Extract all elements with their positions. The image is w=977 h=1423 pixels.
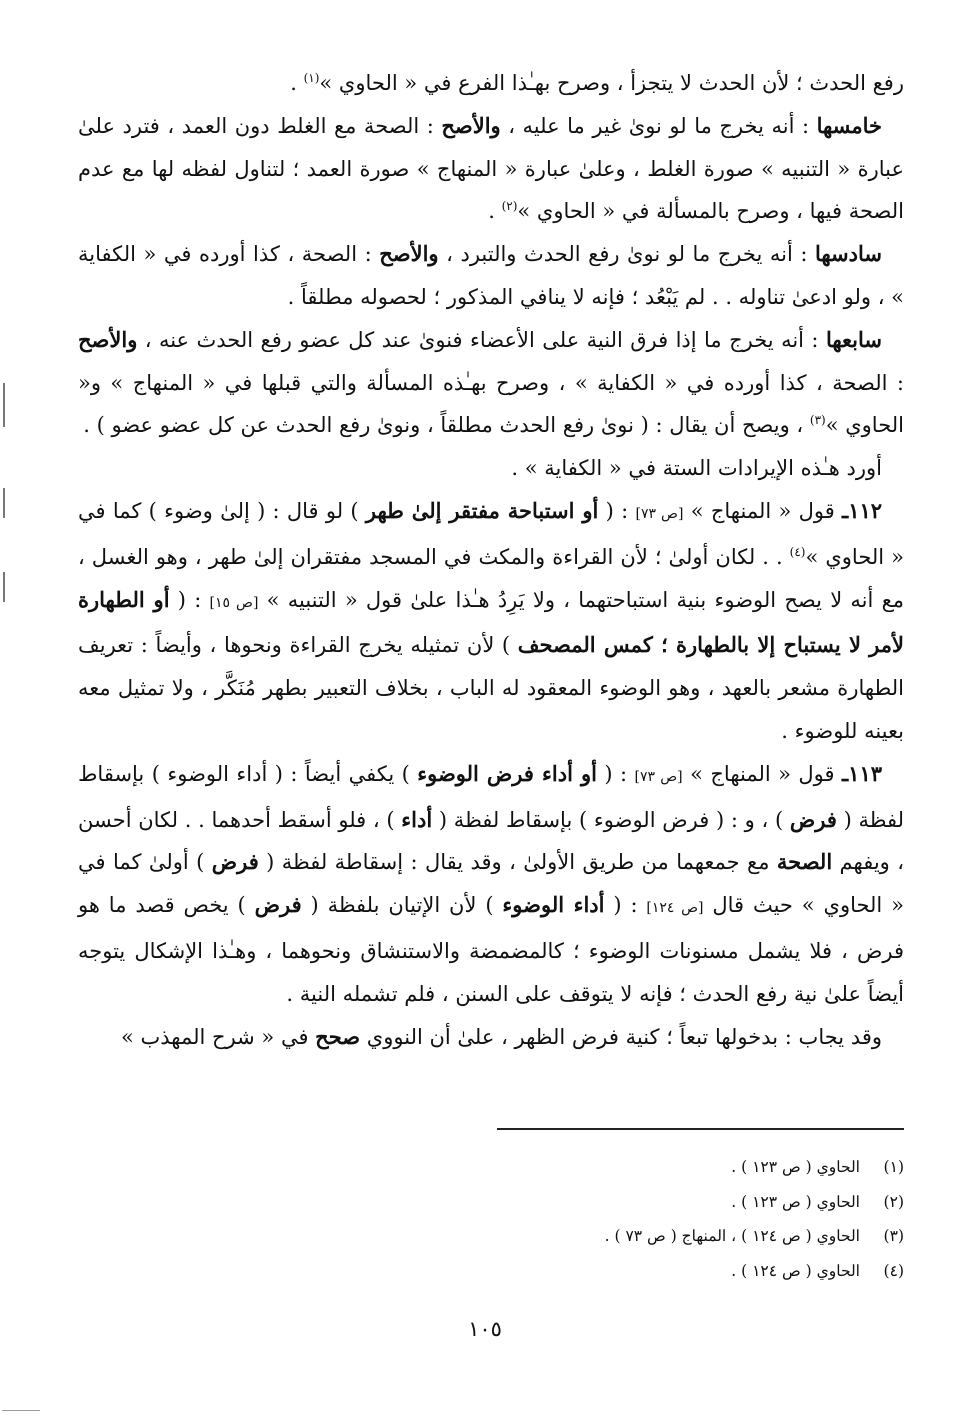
text-run: : ( xyxy=(169,587,210,612)
text-run: أورد هـٰذه الإيرادات الستة في « الكفاية » . xyxy=(511,456,882,481)
footnote-text: الحاوي ( ص ١٢٤ ) ، المنهاج ( ص ٧٣ ) . xyxy=(604,1227,860,1245)
text-run: ) لأن تمثيله يخرج القراءة ونحوها ، وأيضاً : تعريف الطهارة مشعر بالعهد ، وهو الوضوء المعقود له الباب ، بخلاف التعبير بطهر مُنَكَّر ، ولا تمثيل معه بعينه للوضوء . xyxy=(78,633,904,743)
footnote-reference: (٢) xyxy=(501,199,518,214)
text-run: ) ، فلو أسقط أحدهما . . لكان أحسن ، ويفهم xyxy=(78,807,904,875)
text-run: ) أولىٰ كما في « الحاوي » حيث قال xyxy=(78,850,904,918)
footnote-separator xyxy=(497,1128,904,1130)
main-text xyxy=(78,62,904,1058)
scan-bottom-mark xyxy=(2,1410,40,1411)
text-run: ) ، و : ( فرض الوضوء ) بإسقاط لفظة ( xyxy=(432,807,790,832)
page-number: ١٠٥ xyxy=(468,1317,502,1341)
footnotes xyxy=(300,1150,904,1288)
footnote-number: (٣) xyxy=(883,1227,904,1245)
text-run: : الصحة ، كذا أورده في « الكفاية » ، وصرح بهـٰذه المسألة والتي قبلها في « المنهاج » و« الحاوي » xyxy=(78,370,904,438)
text-run: . . لكان أولىٰ ؛ لأن القراءة والمكث في المسجد مفتقران إلىٰ طهر ، وهو الغسل ، مع أنه لا يصح الوضوء بنية استباحتهما ، ولا يَرِدُ هـٰذا علىٰ قول « التنبيه » xyxy=(78,544,905,612)
paragraph xyxy=(78,753,904,1016)
text-run: : أنه يخرج ما لو نوىٰ غير ما عليه ، xyxy=(500,113,817,138)
text-run: مع جمعهما من طريق الأولىٰ ، وقد يقال : إسقاطة لفظة ( xyxy=(258,850,777,875)
footnote-text: الحاوي ( ص ١٢٣ ) . xyxy=(731,1192,860,1211)
bold-term: والأصح xyxy=(441,112,501,138)
text-run: ) لأن الإتيان بلفظة ( xyxy=(301,893,503,918)
bold-term: سادسها xyxy=(814,241,882,267)
text-run: : الصحة ، كذا أورده في « الكفاية » ، ولو ادعىٰ تناوله . . لم يَبْعُد ؛ فإنه لا ينافي المذكور ؛ لحصوله مطلقاً . xyxy=(78,242,904,309)
text-run: . xyxy=(290,71,304,95)
text-run: ، ويصح أن يقال : ( نوىٰ رفع الحدث مطلقاً ، ونوىٰ رفع الحدث عن كل عضو عضو ) . xyxy=(83,413,810,438)
text-run: في « شرح المهذب » xyxy=(120,1024,316,1049)
text-run: : الصحة مع الغلط دون العمد ، فترد علىٰ عبارة « التنبيه » صورة الغلط ، وعلىٰ عبارة « المنهاج » صورة العمد ؛ لتناول لفظه لها مع عدم الصحة فيها ، وصرح بالمسألة في « الحاوي » xyxy=(78,113,904,224)
bold-term: ١١٣ـ xyxy=(842,760,883,786)
scan-edge-mark xyxy=(3,572,5,602)
text-run: وقد يجاب : بدخولها تبعاً ؛ كنية فرض الظهر ، علىٰ أن النووي xyxy=(360,1024,882,1049)
footnote-text: الحاوي ( ص ١٢٤ ) . xyxy=(731,1261,860,1280)
text-run: : أنه يخرج ما لو نوىٰ رفع الحدث والتبرد ، xyxy=(438,242,815,267)
bold-term: الصحة xyxy=(776,849,833,875)
bold-term: سابعها xyxy=(825,326,882,352)
paragraph xyxy=(78,319,904,447)
footnote-reference: (٣) xyxy=(809,413,826,428)
text-run: : ( xyxy=(604,893,647,918)
footnote xyxy=(300,1219,904,1254)
bold-term: صحح xyxy=(315,1023,361,1049)
text-run: قول « المنهاج » xyxy=(683,498,843,523)
bold-term: أو الطهارة لأمر لا يستباح إلا بالطهارة ؛ كمس المصحف xyxy=(78,586,904,658)
text-run: [ص ١٥] xyxy=(209,594,259,611)
bold-term: أداء الوضوء xyxy=(502,892,605,918)
text-run: [ص ٧٣] xyxy=(634,768,683,785)
footnote xyxy=(300,1150,904,1185)
footnote-number: (٢) xyxy=(883,1192,904,1211)
footnote-number: (١) xyxy=(883,1158,904,1176)
footnote-text: الحاوي ( ص ١٢٣ ) . xyxy=(731,1158,860,1176)
bold-term: ١١٢ـ xyxy=(842,497,883,523)
footnote xyxy=(300,1185,904,1220)
footnote-number: (٤) xyxy=(883,1261,904,1280)
text-run: [ص ٧٣] xyxy=(635,505,684,522)
bold-term: فرض xyxy=(211,849,259,875)
text-run: ) يخص قصد ما هو فرض ، فلا يشمل مسنونات الوضوء ؛ كالمضمضة والاستنشاق ونحوهما ، وهـٰذا الإشكال يتوجه أيضاً علىٰ نية رفع الحدث ؛ فإنه لا يتوقف على السنن ، فلم تشمله النية . xyxy=(78,893,904,1006)
bold-term: خامسها xyxy=(816,112,883,138)
bold-term: والأصح xyxy=(379,241,439,267)
text-run: : أنه يخرج ما إذا فرق النية على الأعضاء فنوىٰ عند كل عضو رفع الحدث عنه ، xyxy=(137,327,826,352)
text-run: . xyxy=(488,199,502,224)
scan-edge-mark xyxy=(3,488,5,518)
text-run: : ( xyxy=(596,761,635,786)
scan-edge-mark xyxy=(3,383,5,427)
paragraph xyxy=(78,490,904,753)
bold-term: أو استباحة مفتقر إلىٰ طهر xyxy=(365,497,599,523)
footnote xyxy=(300,1254,904,1289)
bold-term: أداء xyxy=(401,806,433,832)
paragraph xyxy=(78,105,904,233)
bold-term: والأصح xyxy=(78,326,138,352)
paragraph xyxy=(78,447,904,490)
paragraph xyxy=(78,1016,904,1059)
text-run: [ص ١٢٤] xyxy=(646,900,704,917)
paragraph xyxy=(78,233,904,319)
footnote-reference: (٤) xyxy=(789,544,806,559)
text-run: قول « المنهاج » xyxy=(682,761,843,786)
bold-term: أو أداء فرض الوضوء xyxy=(417,760,597,786)
text-run: ) يكفي أيضاً : ( أداء الوضوء ) بإسقاط لفظة ( xyxy=(78,761,904,832)
paragraph xyxy=(78,62,904,105)
text-run: رفع الحدث ؛ لأن الحدث لا يتجزأ ، وصرح بهـٰذا الفرع في « الحاوي » xyxy=(319,71,904,95)
bold-term: فرض xyxy=(789,806,837,832)
footnote-reference: (١) xyxy=(303,71,320,85)
text-run: : ( xyxy=(598,498,636,523)
text-run: ) لو قال : ( إلىٰ وضوء ) كما في « الحاوي » xyxy=(78,498,904,569)
bold-term: فرض xyxy=(254,892,302,918)
